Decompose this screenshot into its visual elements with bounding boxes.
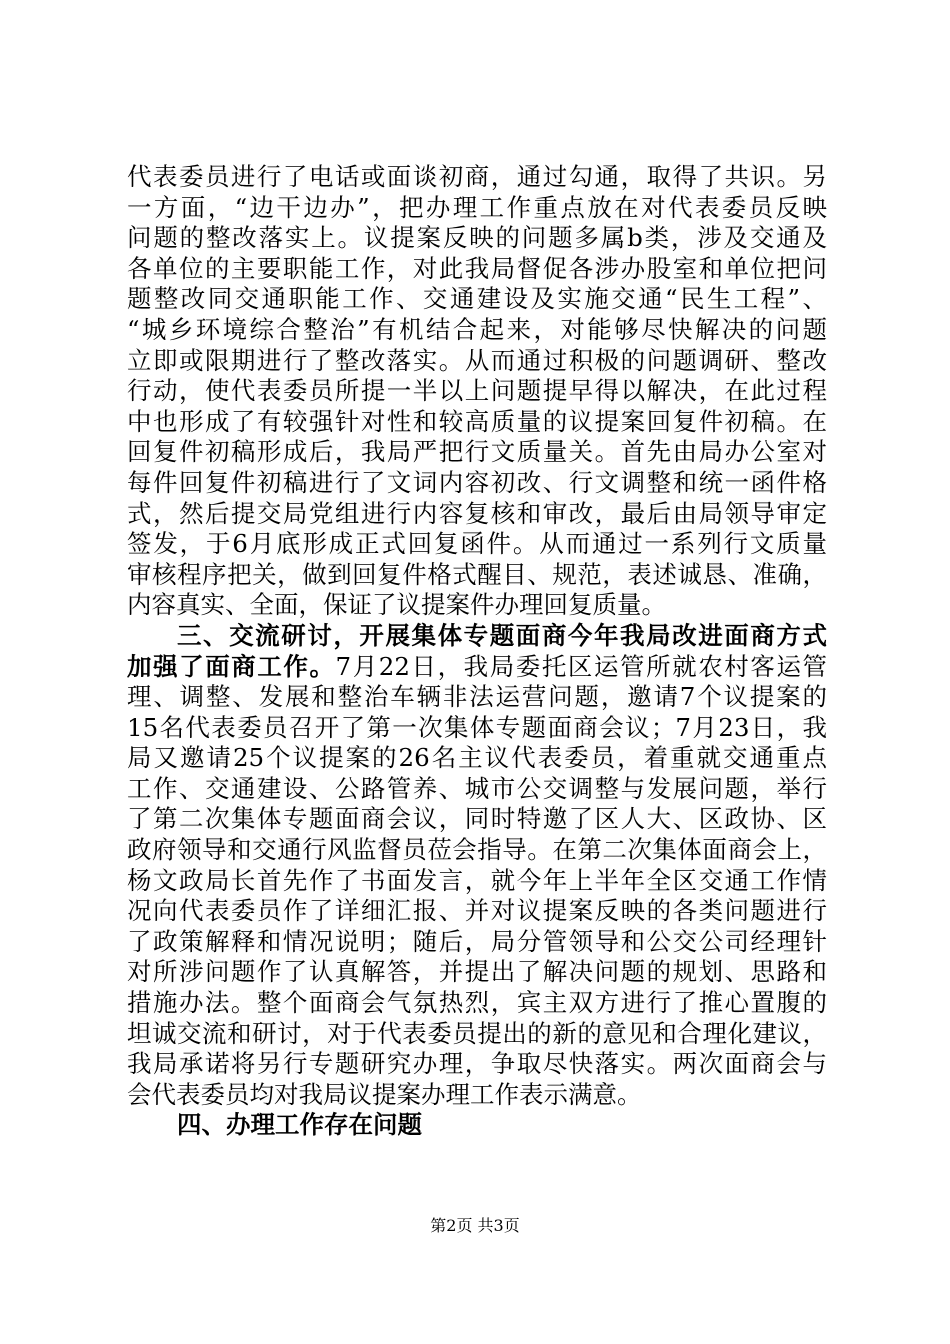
paragraph-line: 每件回复件初稿进行了文词内容初改、行文调整和统一函件格 <box>127 467 827 497</box>
paragraph-line: “城乡环境综合整治”有机结合起来，对能够尽快解决的问题 <box>127 314 827 344</box>
paragraph-line: 行动，使代表委员所提一半以上问题提早得以解决，在此过程 <box>127 376 827 406</box>
paragraph-line: 内容真实、全面，保证了议提案件办理回复质量。 <box>127 590 666 620</box>
section-3-heading-continuation <box>127 652 827 683</box>
paragraph-line: 中也形成了有较强针对性和较高质量的议提案回复件初稿。在 <box>127 406 827 436</box>
paragraph-line: 代表委员进行了电话或面谈初商，通过勾通，取得了共识。另 <box>127 162 827 191</box>
paragraph-line: 政府领导和交通行风监督员莅会指导。在第二次集体面商会上， <box>127 835 827 865</box>
paragraph-line: 况向代表委员作了详细汇报、并对议提案反映的各类问题进行 <box>127 896 827 926</box>
paragraph-line: 了政策解释和情况说明；随后，局分管领导和公交公司经理针 <box>127 926 827 956</box>
paragraph-line: 签发，于6月底形成正式回复函件。从而通过一系列行文质量 <box>127 529 827 559</box>
paragraph-line: 我局承诺将另行专题研究办理，争取尽快落实。两次面商会与 <box>127 1049 827 1079</box>
paragraph-line: 式，然后提交局党组进行内容复核和审改，最后由局领导审定 <box>127 498 827 528</box>
paragraph-line: 会代表委员均对我局议提案办理工作表示满意。 <box>127 1079 642 1109</box>
paragraph-line: 各单位的主要职能工作，对此我局督促各涉办股室和单位把问 <box>127 253 827 283</box>
paragraph-line: 立即或限期进行了整改落实。从而通过积极的问题调研、整改 <box>127 345 827 375</box>
paragraph-line: 回复件初稿形成后，我局严把行文质量关。首先由局办公室对 <box>127 437 827 467</box>
section-4-heading: 四、办理工作存在问题 <box>177 1110 422 1140</box>
paragraph-line: 坦诚交流和研讨，对于代表委员提出的新的意见和合理化建议， <box>127 1018 827 1048</box>
paragraph-line: 审核程序把关，做到回复件格式醒目、规范，表述诚恳、准确， <box>127 559 827 589</box>
page-number-footer: 第2页 共3页 <box>430 1216 520 1235</box>
paragraph-line: 了第二次集体专题面商会议，同时特邀了区人大、区政协、区 <box>127 804 827 834</box>
section-3-heading: 三、交流研讨，开展集体专题面商今年我局改进面商方式 <box>177 620 827 650</box>
paragraph-line: 工作、交通建设、公路管养、城市公交调整与发展问题，举行 <box>127 773 827 803</box>
paragraph-line: 理、调整、发展和整治车辆非法运营问题，邀请7个议提案的 <box>127 682 827 712</box>
paragraph-line: 对所涉问题作了认真解答，并提出了解决问题的规划、思路和 <box>127 957 827 987</box>
paragraph-line: 一方面，“边干边办”，把办理工作重点放在对代表委员反映 <box>127 192 827 222</box>
paragraph-line: 措施办法。整个面商会气氛热烈，宾主双方进行了推心置腹的 <box>127 988 827 1018</box>
paragraph-line: 问题的整改落实上。议提案反映的问题多属b类，涉及交通及 <box>127 223 827 253</box>
document-body <box>127 162 827 1141</box>
paragraph-line: 局又邀请25个议提案的26名主议代表委员，着重就交通重点 <box>127 743 827 773</box>
paragraph-line: 杨文政局长首先作了书面发言，就今年上半年全区交通工作情 <box>127 865 827 895</box>
section-3-heading-tail: 加强了面商工作。 <box>127 651 336 681</box>
paragraph-line: 15名代表委员召开了第一次集体专题面商会议；7月23日，我 <box>127 712 827 742</box>
paragraph-line: 题整改同交通职能工作、交通建设及实施交通“民生工程”、 <box>127 284 827 314</box>
section-3-text-start: 7月22日，我局委托区运管所就农村客运管 <box>335 651 828 681</box>
